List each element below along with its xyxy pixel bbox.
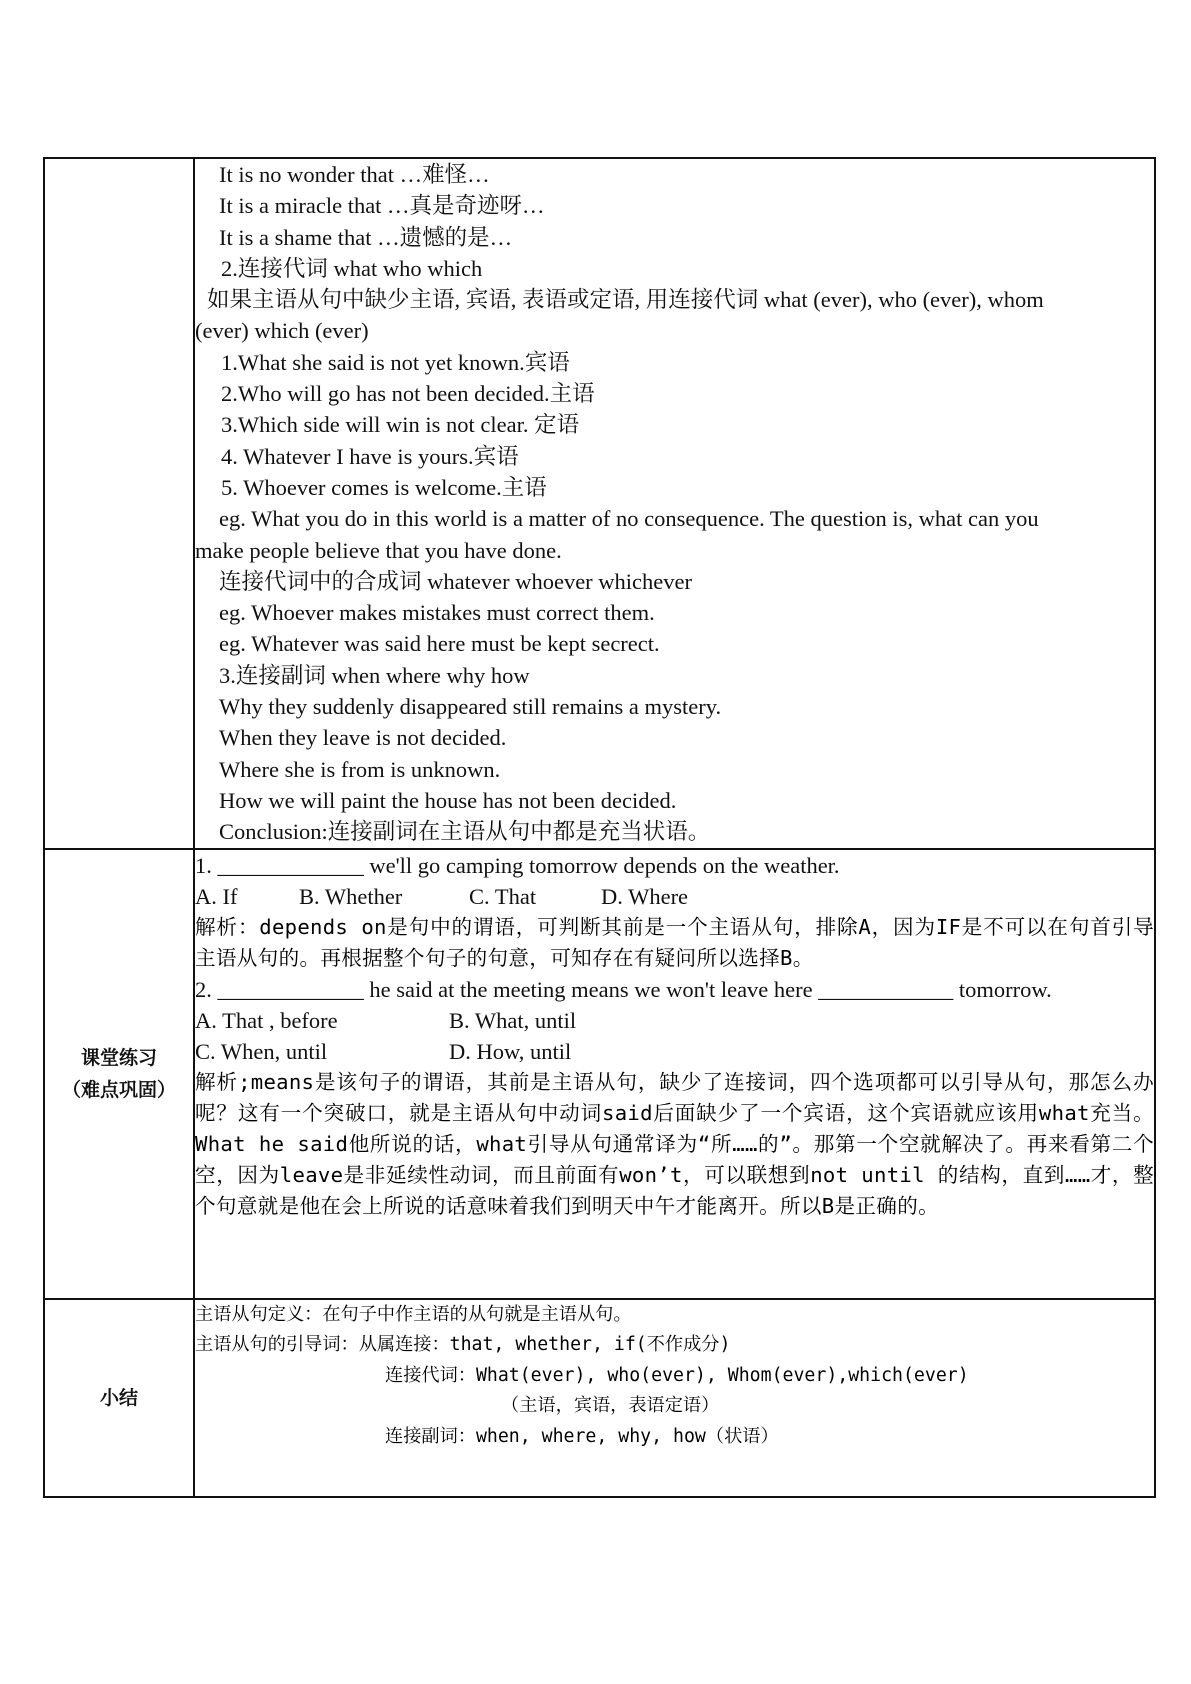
option-d: D. Where (601, 883, 689, 909)
conclusion-line: Conclusion:连接副词在主语从句中都是充当状语。 (219, 819, 711, 845)
grammar-row (44, 158, 1155, 849)
option-c: C. That (469, 883, 537, 909)
practice-content-cell (194, 849, 1155, 1299)
example-line: Where she is from is unknown. (219, 756, 501, 782)
example-line: 3.Which side will win is not clear. 定语 (221, 412, 580, 438)
example-line: eg. Whoever makes mistakes must correct them. (219, 600, 655, 626)
practice-label-cell (44, 849, 194, 1299)
question-2-options-row1 (195, 1005, 1154, 1036)
section-heading: 3.连接副词 when where why how (219, 662, 530, 688)
text-line: (ever) which (ever) (195, 318, 369, 344)
example-line: When they leave is not decided. (219, 725, 507, 751)
question-2-analysis: 解析;means是该句子的谓语，其前是主语从句，缺少了连接词，四个选项都可以引导从句，那怎么办呢？这有一个突破口，就是主语从句中动词said后面缺少了一个宾语，这个宾语就应该用what充当。What he said他所说的话，what引导从句通常译为“所……的”。那第一个空就解决了。再来看第二个空，因为leave是非延续性动词，而且前面有won’t，可以联想到not until 的结构，直到……才，整个句意就是他在会上所说的话意味着我们到明天中午才能离开。所以B是正确的。 (195, 1069, 1154, 1218)
practice-row (44, 849, 1155, 1299)
summary-content-cell (194, 1299, 1155, 1497)
summary-row (44, 1299, 1155, 1497)
option-c: C. When, until (195, 1038, 328, 1064)
question-1-stem: 1. _____________ we'll go camping tomorrow depends on the weather. (195, 852, 840, 878)
text-line: It is a miracle that …真是奇迹呀… (219, 193, 545, 219)
section-heading: 2.连接代词 what who which (221, 255, 483, 281)
option-b: B. Whether (299, 883, 403, 909)
text-line: It is no wonder that …难怪… (219, 162, 490, 187)
option-b: B. What, until (449, 1007, 577, 1033)
example-line: Why they suddenly disappeared still remains a mystery. (219, 694, 722, 720)
text-line: 连接代词中的合成词 whatever whoever whichever (219, 568, 692, 594)
lesson-table (43, 157, 1156, 1498)
summary-label: 小结 (99, 1386, 138, 1409)
summary-line: 连接代词：What(ever), who(ever), Whom(ever),which(ever) (385, 1364, 969, 1386)
question-1-options (195, 881, 1154, 912)
example-line: 5. Whoever comes is welcome.主语 (221, 474, 547, 500)
text-line: 如果主语从句中缺少主语, 宾语, 表语或定语, 用连接代词 what (ever), who (ever), whom (207, 287, 1044, 313)
practice-sublabel: （难点巩固） (61, 1078, 176, 1101)
example-line: eg. Whatever was said here must be kept secrect. (219, 631, 660, 657)
option-a: A. That , before (195, 1007, 338, 1033)
question-1-analysis: 解析：depends on是句中的谓语，可判断其前是一个主语从句，排除A，因为IF是不可以在句首引导主语从句的。再根据整个句子的句意，可知存在有疑问所以选择B。 (195, 914, 1154, 970)
example-line: make people believe that you have done. (195, 537, 562, 563)
summary-line: （主语，宾语，表语定语） (501, 1395, 720, 1417)
example-line: How we will paint the house has not been decided. (219, 787, 677, 813)
grammar-content-cell (194, 158, 1155, 849)
question-2-stem: 2. _____________ he said at the meeting means we won't leave here ____________ tomorrow. (195, 976, 1052, 1002)
example-line: 1.What she said is not yet known.宾语 (221, 349, 570, 375)
summary-label-cell (44, 1299, 194, 1497)
grammar-row-label-cell (44, 158, 194, 849)
summary-line: 主语从句的引导词：从属连接：that, whether, if(不作成分) (195, 1334, 731, 1356)
example-line: 4. Whatever I have is yours.宾语 (221, 443, 519, 469)
option-d: D. How, until (449, 1038, 572, 1064)
summary-line: 连接副词：when, where, why, how（状语） (385, 1425, 779, 1447)
example-line: eg. What you do in this world is a matter of no consequence. The question is, what can you (219, 506, 1039, 532)
practice-label: 课堂练习 (80, 1046, 157, 1069)
question-2-options-row2 (195, 1036, 1154, 1067)
option-a: A. If (195, 883, 238, 909)
summary-line: 主语从句定义：在句子中作主语的从句就是主语从句。 (195, 1303, 632, 1325)
example-line: 2.Who will go has not been decided.主语 (221, 381, 595, 407)
text-line: It is a shame that …遗憾的是… (219, 224, 513, 250)
